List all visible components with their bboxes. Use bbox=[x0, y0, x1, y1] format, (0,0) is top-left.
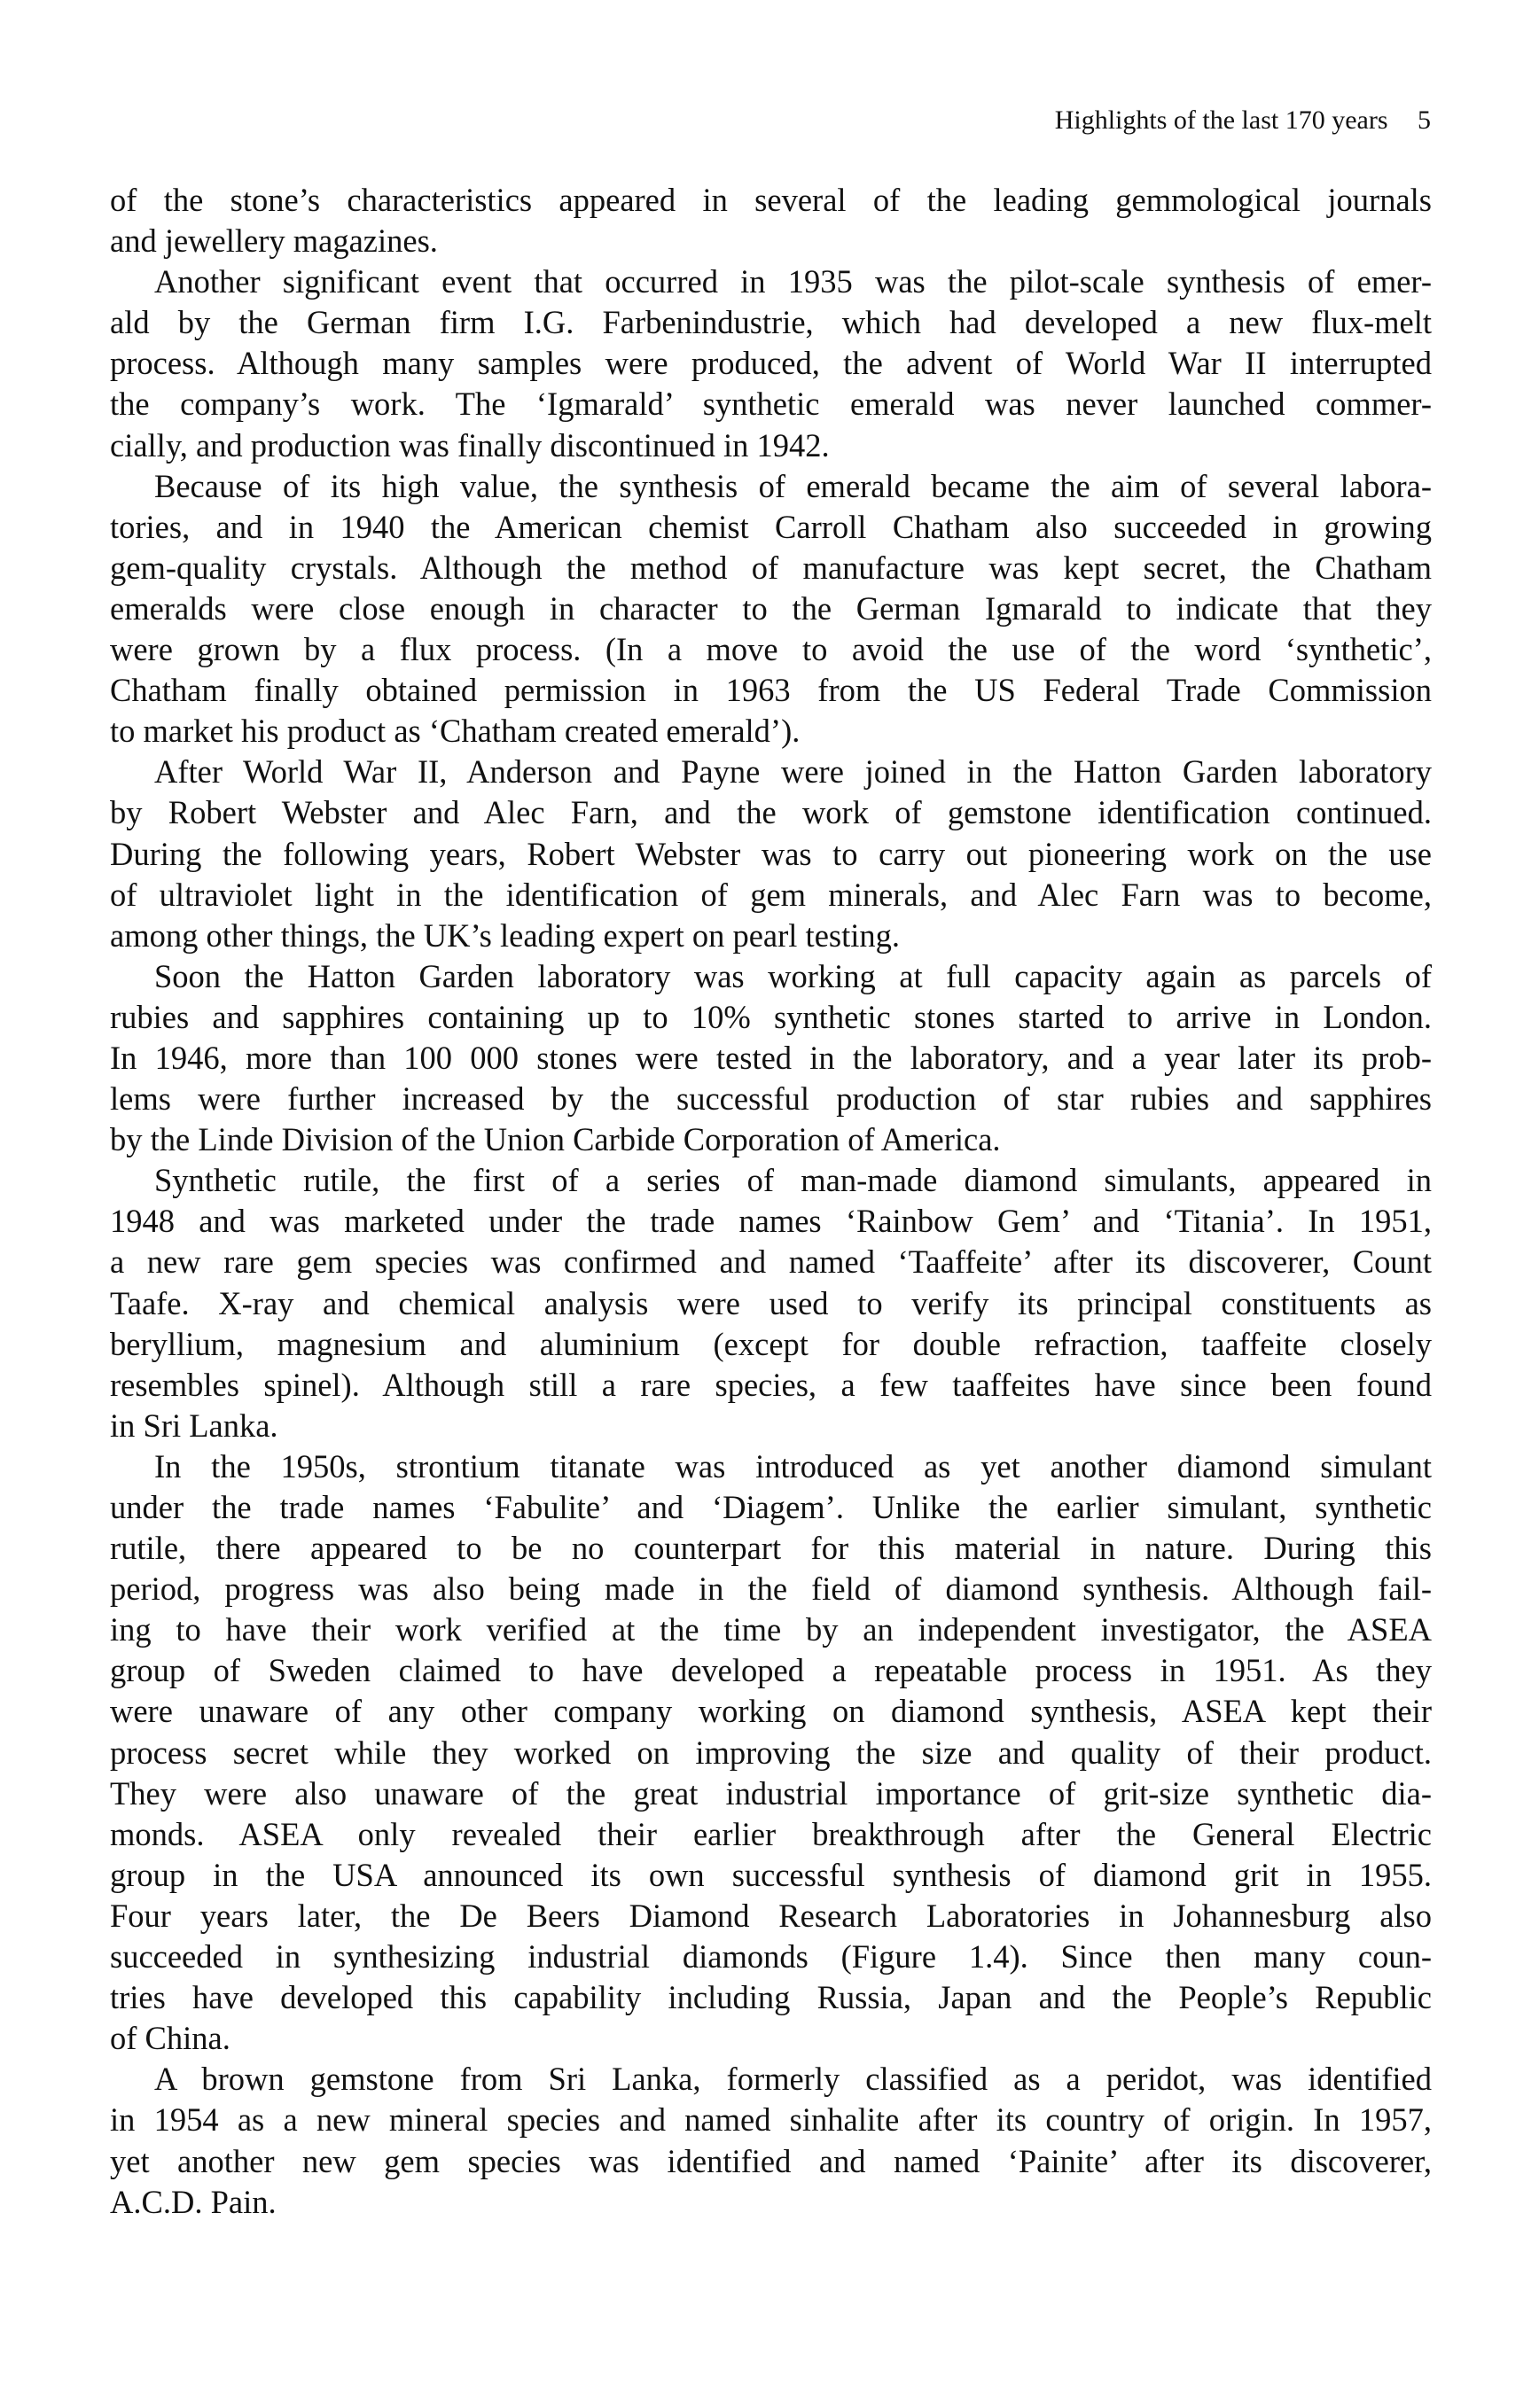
page-number: 5 bbox=[1418, 105, 1431, 135]
text-line: by Robert Webster and Alec Farn, and the work of gemstone identification continued. bbox=[110, 794, 1432, 831]
body-text bbox=[110, 180, 1432, 2223]
text-line: Synthetic rutile, the first of a series of man-made diamond simulants, appeared in bbox=[154, 1162, 1432, 1199]
text-line: cially, and production was finally discontinued in 1942. bbox=[110, 426, 830, 464]
paragraph bbox=[110, 752, 1432, 955]
text-line: In the 1950s, strontium titanate was introduced as yet another diamond simulant bbox=[154, 1447, 1432, 1485]
text-line: After World War II, Anderson and Payne were joined in the Hatton Garden laboratory bbox=[154, 753, 1432, 791]
text-line: A.C.D. Pain. bbox=[110, 2183, 277, 2220]
text-line: group in the USA announced its own successful synthesis of diamond grit in 1955. bbox=[110, 1856, 1432, 1893]
text-line: in 1954 as a new mineral species and named sinhalite after its country of origin. In 1957, bbox=[110, 2101, 1432, 2139]
text-line: rutile, there appeared to be no counterpart for this material in nature. During this bbox=[110, 1530, 1432, 1567]
text-line: ald by the German firm I.G. Farbenindustrie, which had developed a new flux-melt bbox=[110, 304, 1432, 341]
text-line: A brown gemstone from Sri Lanka, formerly classified as a peridot, was identified bbox=[154, 2061, 1432, 2098]
text-line: monds. ASEA only revealed their earlier breakthrough after the General Electric bbox=[110, 1815, 1432, 1852]
text-line: 1948 and was marketed under the trade names ‘Rainbow Gem’ and ‘Titania’. In 1951, bbox=[110, 1203, 1432, 1240]
paragraph bbox=[110, 1446, 1432, 2059]
text-line: under the trade names ‘Fabulite’ and ‘Diagem’. Unlike the earlier simulant, synthetic bbox=[110, 1489, 1432, 1525]
text-line: of ultraviolet light in the identification of gem minerals, and Alec Farn was to become, bbox=[110, 876, 1432, 913]
text-line: ing to have their work verified at the time by an independent investigator, the ASEA bbox=[110, 1611, 1432, 1648]
paragraph bbox=[110, 261, 1432, 465]
text-line: yet another new gem species was identified and named ‘Painite’ after its discoverer, bbox=[110, 2142, 1432, 2179]
text-line: succeeded in synthesizing industrial diamonds (Figure 1.4). Since then many coun- bbox=[110, 1938, 1432, 1975]
text-line: of China. bbox=[110, 2020, 230, 2057]
text-line: to market his product as ‘Chatham created emerald’). bbox=[110, 713, 801, 750]
text-line: tries have developed this capability including Russia, Japan and the People’s Republic bbox=[110, 1979, 1432, 2016]
paragraph bbox=[110, 2059, 1432, 2222]
text-line: emeralds were close enough in character to the German Igmarald to indicate that they bbox=[110, 589, 1432, 627]
paragraph bbox=[110, 1160, 1432, 1446]
text-line: Soon the Hatton Garden laboratory was working at full capacity again as parcels of bbox=[154, 957, 1432, 994]
text-line: resembles spinel). Although still a rare species, a few taaffeites have since been found bbox=[110, 1366, 1432, 1403]
text-line: rubies and sapphires containing up to 10% synthetic stones started to arrive in London. bbox=[110, 998, 1432, 1035]
text-line: Chatham finally obtained permission in 1963 from the US Federal Trade Commission bbox=[110, 672, 1432, 709]
text-line: a new rare gem species was confirmed and named ‘Taaffeite’ after its discoverer, Count bbox=[110, 1243, 1432, 1281]
text-line: lems were further increased by the successful production of star rubies and sapphires bbox=[110, 1080, 1432, 1118]
paragraph bbox=[110, 466, 1432, 752]
text-line: were unaware of any other company working on diamond synthesis, ASEA kept their bbox=[110, 1693, 1432, 1730]
text-line: Taafe. X-ray and chemical analysis were used to verify its principal constituents as bbox=[110, 1284, 1432, 1321]
text-line: the company’s work. The ‘Igmarald’ synthetic emerald was never launched commer- bbox=[110, 386, 1432, 423]
text-line: process. Although many samples were produced, the advent of World War II interrupted bbox=[110, 345, 1432, 382]
text-line: period, progress was also being made in the field of diamond synthesis. Although fail- bbox=[110, 1570, 1432, 1608]
paragraph bbox=[110, 180, 1432, 261]
text-line: and jewellery magazines. bbox=[110, 222, 438, 260]
text-line: beryllium, magnesium and aluminium (except for double refraction, taaffeite closely bbox=[110, 1325, 1432, 1362]
text-line: In 1946, more than 100 000 stones were tested in the laboratory, and a year later its prob- bbox=[110, 1039, 1432, 1076]
text-line: They were also unaware of the great industrial importance of grit-size synthetic dia- bbox=[110, 1774, 1432, 1812]
paragraph bbox=[110, 956, 1432, 1160]
text-line: of the stone’s characteristics appeared in several of the leading gemmological journals bbox=[110, 182, 1432, 218]
text-line: among other things, the UK’s leading expert on pearl testing. bbox=[110, 916, 901, 954]
text-line: gem-quality crystals. Although the method of manufacture was kept secret, the Chatham bbox=[110, 549, 1432, 586]
running-title: Highlights of the last 170 years bbox=[1054, 105, 1388, 135]
text-line: by the Linde Division of the Union Carbide Corporation of America. bbox=[110, 1121, 1001, 1158]
text-line: During the following years, Robert Webster was to carry out pioneering work on the use bbox=[110, 835, 1432, 872]
text-line: Four years later, the De Beers Diamond Research Laboratories in Johannesburg also bbox=[110, 1897, 1432, 1934]
text-line: in Sri Lanka. bbox=[110, 1407, 278, 1444]
running-header bbox=[1055, 105, 1431, 136]
text-line: process secret while they worked on improving the size and quality of their product. bbox=[110, 1734, 1432, 1771]
text-line: Another significant event that occurred in 1935 was the pilot-scale synthesis of emer- bbox=[154, 263, 1432, 300]
text-line: were grown by a flux process. (In a move to avoid the use of the word ‘synthetic’, bbox=[110, 631, 1432, 668]
text-line: Because of its high value, the synthesis of emerald became the aim of several labora- bbox=[154, 467, 1432, 504]
text-line: group of Sweden claimed to have developed a repeatable process in 1951. As they bbox=[110, 1652, 1432, 1689]
text-line: tories, and in 1940 the American chemist Carroll Chatham also succeeded in growing bbox=[110, 508, 1432, 545]
